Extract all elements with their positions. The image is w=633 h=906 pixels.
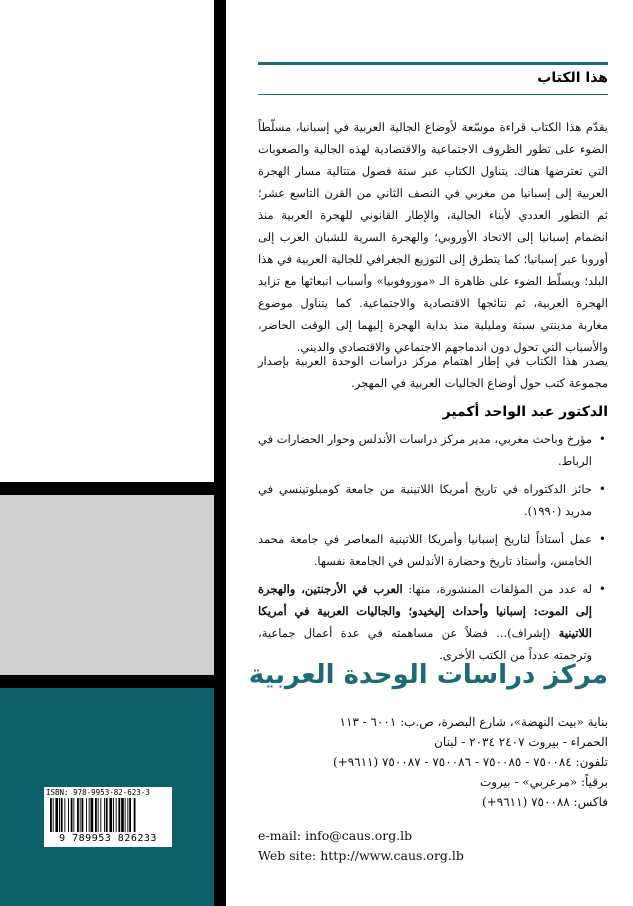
address-line: فاكس: ٧٥٠٠٨٨ (٩٦١١+) [482,795,608,809]
publisher-name: مركز دراسات الوحدة العربية [248,660,608,690]
website-line: Web site: http://www.caus.org.lb [258,848,464,863]
bio-item [258,578,608,666]
bio-item-suffix: (إشراف)... فضلاً عن مساهمته في عدة أعمال جماعية، وترجمته عدداً من الكتب الأخرى. [258,626,592,662]
cover-bar-horizontal-upper [0,482,226,495]
description-paragraph-2: يصدر هذا الكتاب في إطار اهتمام مركز دراسات الوحدة العربية بإصدار مجموعة كتب حول أوضاع الجاليات العربية في المهجر. [258,354,608,390]
address-line: تلفون: ٧٥٠٠٨٤ - ٧٥٠٠٨٥ - ٧٥٠٠٨٦ - ٧٥٠٠٨٧ (٩٦١١+) [332,755,608,769]
author-bio-list [258,428,608,672]
section-title: هذا الكتاب [537,70,608,86]
address-line: الحمراء - بيروت ٢٤٠٧ ٢٠٣٤ - لبنان [434,735,608,749]
bio-item-prefix: له عدد من المؤلفات المنشورة، منها: [402,582,593,596]
bio-item: • حائز الدكتوراه في تاريخ أمريكا اللاتينية من جامعة كومبلوتينسي في مدريد (١٩٩٠). [258,478,608,522]
email-line: e-mail: info@caus.org.lb [258,828,413,843]
address-line: برقياً: «مرعربي» - بيروت [479,775,608,789]
barcode-bars [50,798,166,832]
cover-bar-horizontal-lower [0,675,226,688]
bio-item: • عمل أستاذاً لتاريخ إسبانيا وأمريكا اللاتينية المعاصر في جامعة محمد الخامس، وأستاذ تاريخ وحضارة الأندلس في الجامعة نفسها. [258,528,608,572]
header-rule-thick [258,62,608,65]
header-rule-thin [258,94,608,95]
isbn-barcode [44,787,172,847]
author-name: الدكتور عبد الواحد أكمير [442,404,608,420]
isbn-label: ISBN: 978-9953-82-623-3 [46,788,150,797]
cover-block-white [0,0,214,482]
bio-item: • مؤرخ وباحث مغربي، مدير مركز دراسات الأندلس وحوار الحضارات في الرباط. [258,428,608,472]
barcode-digits: 9 789953 826233 [59,833,157,844]
bio-item-titles: العرب في الأرجنتين، والهجرة إلى الموت: إسبانيا وأحداث إليخيدو؛ والجاليات العربية في أمريكا اللاتينية [258,582,592,640]
cover-bar-vertical [214,0,226,906]
publisher-address [258,712,608,812]
cover-block-grey [0,495,214,675]
description-paragraph-1: يقدّم هذا الكتاب قراءة موسّعة لأوضاع الجالية العربية في إسبانيا، مسلّطاً الضوء على تطور الظروف الاجتماعية والاقتصادية لهذه الجالية والصعوبات التي تعترضها هناك. يتناول الكتاب عبر ستة فصول متتالية مسار الهجرة العربية إلى إسبانيا من مغربي في النصف الثاني من القرن التاسع عشر؛ ثم التطور العددي لأبناء الجالية، والإطار القانوني للهجرة العربية منذ انضمام إسبانيا إلى الاتحاد الأوروبي؛ والهجرة السرية للشبان العرب إلى أوروبا عبر إسبانيا؛ كما يتطرق إلى التوزيع الجغرافي للجالية العربية في هذا البلد؛ ويسلّط الضوء على ظاهرة الـ «موروفوبيا» وأسباب انبعاثها مع تزايد الهجرة العربية، ثم نتائجها الاقتصادية والاجتماعية. كما يتناول موضوع مغاربة مدينتي سبتة ومليلية منذ بداية الهجرة إليهما إلى الوقت الحاضر، والأسباب التي تحول دون اندماجهم الاجتماعي والاقتصادي والديني. [258,120,608,354]
publisher-contact [258,826,608,866]
address-line: بناية «بيت النهضة»، شارع البصرة، ص.ب: ٦٠٠١ - ١١٣ [339,715,608,729]
